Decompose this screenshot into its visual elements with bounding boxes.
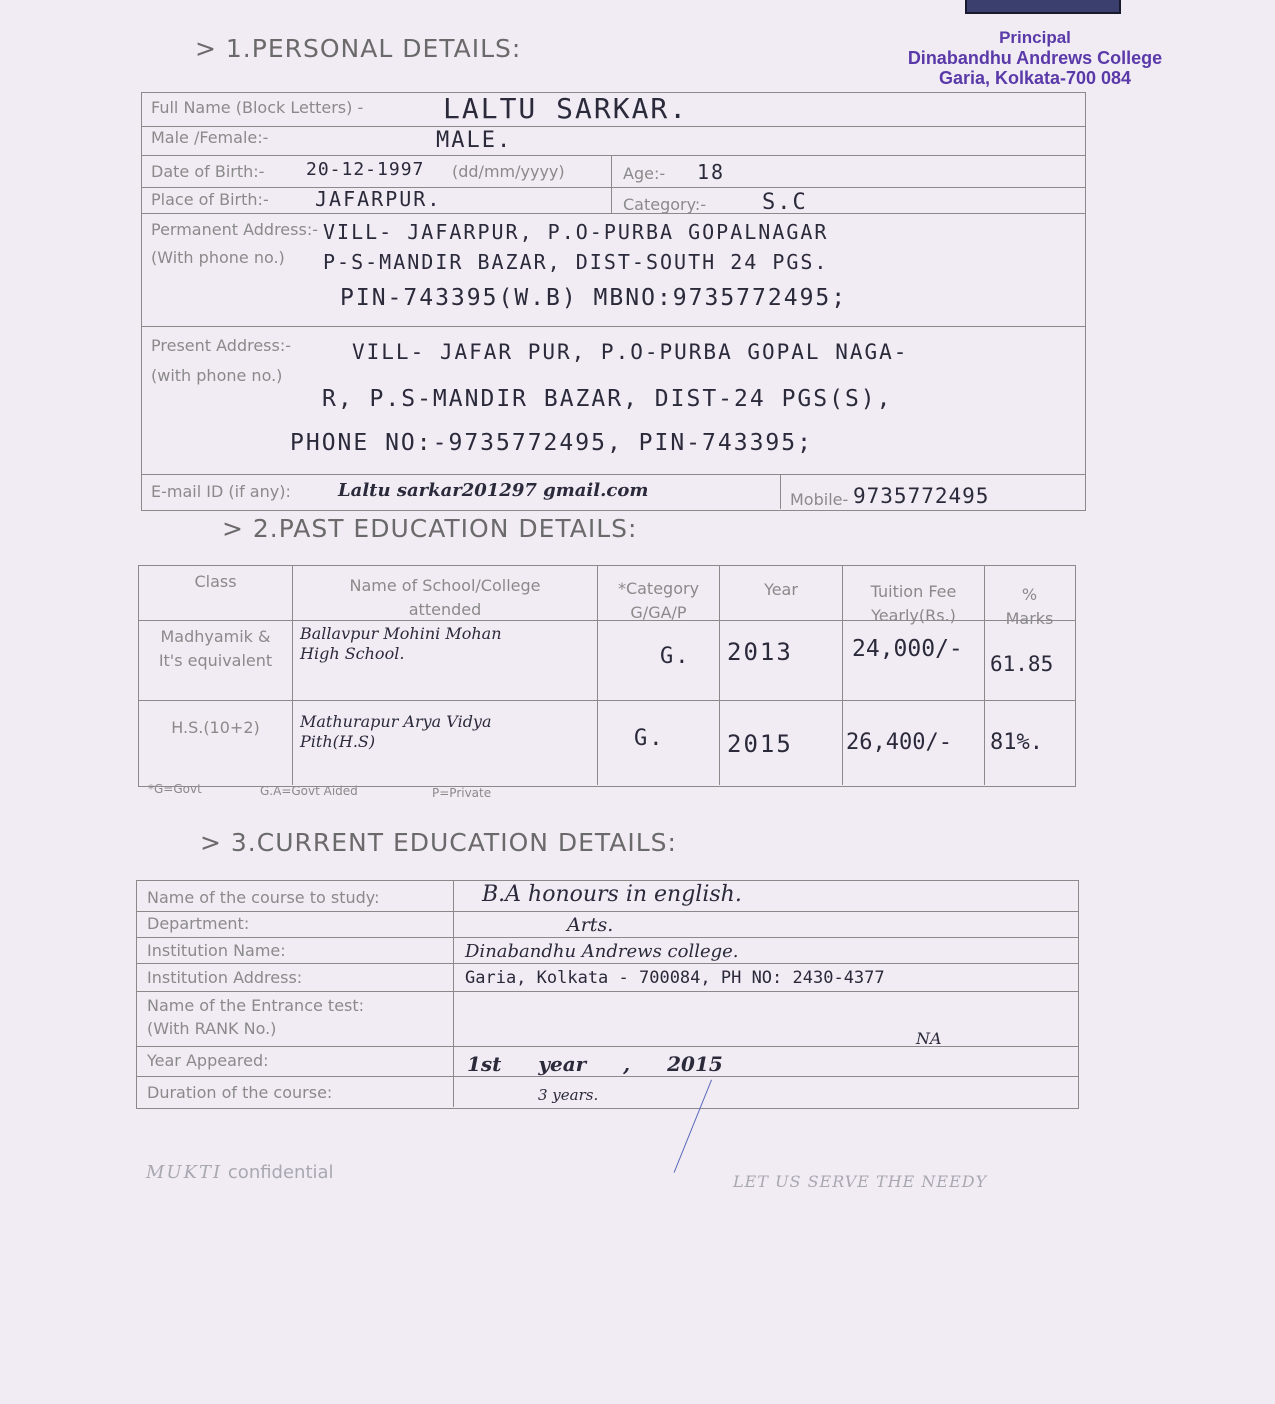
stamp-college: Dinabandhu Andrews College (907, 48, 1163, 68)
row1-year: 2013 (727, 638, 793, 666)
row2-class-1: H.S.(10+2) (171, 718, 260, 737)
category-value: S.C (762, 190, 808, 215)
col-class-header: Class (194, 572, 237, 591)
department-label: Department: (147, 914, 250, 933)
pres-address-line2: R, P.S-MANDIR BAZAR, DIST-24 PGS(S), (322, 386, 893, 412)
pres-address-line1: VILL- JAFAR PUR, P.O-PURBA GOPAL NAGA- (352, 340, 909, 364)
col-school-header: Name of School/College attended (349, 576, 541, 619)
col-category-header: *Category G/GA/P (617, 579, 700, 622)
entrance-label: Name of the Entrance test: (With RANK No.) (147, 996, 365, 1038)
current-education-heading: > 3.CURRENT EDUCATION DETAILS: (200, 828, 677, 857)
dob-label: Date of Birth:- (151, 162, 265, 181)
col-marks-header: % Marks (1005, 585, 1054, 628)
row2-school: Mathurapur Arya Vidya Pith(H.S) (300, 712, 492, 751)
gender-label: Male /Female:- (151, 128, 269, 147)
stamp-address: Garia, Kolkata-700 084 (938, 68, 1132, 88)
row2-category: G. (634, 726, 665, 751)
duration-label: Duration of the course: (147, 1083, 333, 1102)
stamp-title: Principal (999, 28, 1071, 47)
perm-address-line1: VILL- JAFARPUR, P.O-PURBA GOPALNAGAR (323, 220, 829, 244)
email-label: E-mail ID (if any): (151, 482, 291, 501)
email-value: Laltu sarkar201297 gmail.com (338, 480, 649, 501)
perm-address-label: Permanent Address:- (151, 220, 318, 239)
entrance-value: NA (916, 1029, 942, 1048)
row1-marks: 61.85 (990, 652, 1054, 676)
duration-value: 3 years. (538, 1086, 599, 1104)
legend-govt: *G=Govt (148, 782, 202, 796)
table-row (139, 625, 292, 673)
legend-aided: G.A=Govt Aided (260, 784, 358, 798)
mukti-brand: MUKTI (146, 1162, 223, 1183)
row1-school: Ballavpur Mohini Mohan High School. (300, 624, 502, 663)
institution-name-value: Dinabandhu Andrews college. (465, 941, 739, 962)
pres-address-sublabel: (with phone no.) (151, 366, 283, 385)
course-label: Name of the course to study: (147, 888, 380, 907)
past-education-heading: > 2.PAST EDUCATION DETAILS: (222, 514, 638, 543)
row1-fee: 24,000/- (852, 636, 963, 662)
year-appeared-label: Year Appeared: (147, 1051, 269, 1070)
footer-right: LET US SERVE THE NEEDY (733, 1172, 988, 1191)
institution-address-value: Garia, Kolkata - 700084, PH NO: 2430-4377 (465, 968, 885, 988)
pres-address-line3: PHONE NO:-9735772495, PIN-743395; (290, 430, 813, 456)
age-value: 18 (697, 160, 726, 184)
pob-value: JAFARPUR. (315, 187, 442, 211)
col-fee-header: Tuition Fee Yearly(Rs.) (870, 582, 957, 625)
perm-address-line3: PIN-743395(W.B) MBNO:9735772495; (340, 285, 848, 311)
institution-address-label: Institution Address: (147, 968, 303, 987)
table-row (139, 716, 292, 740)
footer-left (146, 1162, 334, 1183)
institution-name-label: Institution Name: (147, 941, 286, 960)
mobile-value: 9735772495 (853, 484, 990, 508)
row2-marks: 81%. (990, 730, 1043, 755)
confidential-text: confidential (227, 1162, 334, 1183)
course-value: B.A honours in english. (482, 882, 742, 907)
row1-class-2: It's equivalent (158, 651, 273, 670)
dob-format: (dd/mm/yyyy) (452, 162, 565, 181)
mobile-label: Mobile- (790, 490, 849, 509)
department-value: Arts. (567, 914, 614, 936)
perm-address-line2: P-S-MANDIR BAZAR, DIST-SOUTH 24 PGS. (323, 250, 829, 274)
dob-value: 20-12-1997 (306, 159, 425, 180)
photo-edge (965, 0, 1121, 14)
year-appeared-value: 1st year , 2015 (467, 1052, 723, 1076)
pres-address-label: Present Address:- (151, 336, 291, 355)
category-label: Category:- (623, 195, 707, 214)
col-year-header: Year (764, 580, 798, 599)
age-label: Age:- (623, 164, 666, 183)
principal-stamp (880, 28, 1190, 88)
row2-fee: 26,400/- (846, 730, 952, 755)
row1-class-1: Madhyamik & (160, 627, 271, 646)
legend-private: P=Private (432, 786, 492, 800)
full-name-value: LALTU SARKAR. (443, 92, 689, 125)
personal-details-heading: > 1.PERSONAL DETAILS: (195, 34, 522, 63)
full-name-label: Full Name (Block Letters) - (151, 98, 364, 117)
row2-year: 2015 (727, 730, 793, 758)
perm-address-sublabel: (With phone no.) (151, 248, 285, 267)
row1-category: G. (660, 644, 691, 669)
gender-value: MALE. (436, 128, 513, 153)
pob-label: Place of Birth:- (151, 190, 269, 209)
